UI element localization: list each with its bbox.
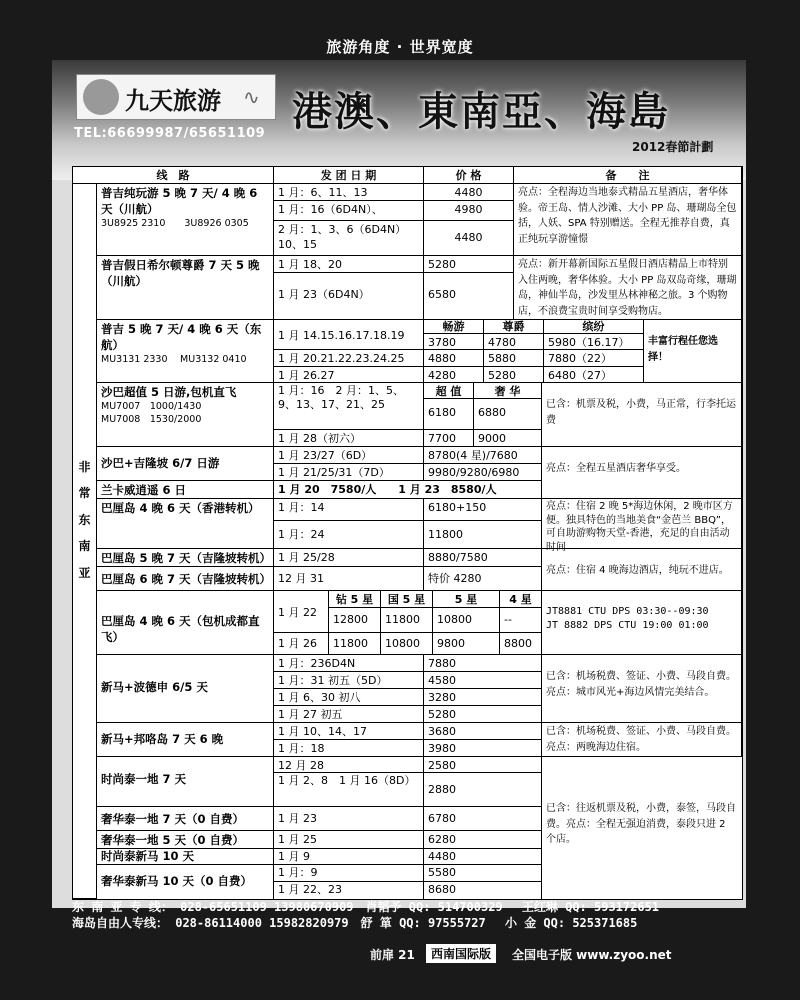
price-cell: 6180+150 <box>424 499 542 521</box>
route-bali-kl6: 巴厘岛 6 晚 7 天（吉隆坡转机） <box>97 567 274 591</box>
price-cell: 5280 <box>424 706 542 723</box>
price-cell: 7700 <box>424 430 474 447</box>
price-cell: 6580 <box>424 273 514 320</box>
route-sg-my-pd: 新马+波德申 6/5 天 <box>97 655 274 723</box>
date-cell: 1 月 2、8 1 月 16（8D） <box>274 773 424 807</box>
contact-line-sea: 东 南 亚 专 线： 028-65651109 13980670909 肖韬予 QQ: 514700329 王红琳 QQ: 593172651 <box>72 900 660 914</box>
route-thai-luxury7: 奢华泰一地 7 天（0 自费） <box>97 807 274 831</box>
price-cell: 6180 <box>424 399 474 430</box>
remark-cell: JT8881 CTU DPS 03:30--09:30 JT 8882 DPS CTU 19:00 01:00 <box>542 591 742 655</box>
remark-cell: 丰富行程任您选择！ <box>644 320 742 383</box>
price-cell: 4480 <box>424 221 514 256</box>
price-cell: 6780 <box>424 807 542 831</box>
price-cell: 12800 <box>329 608 381 633</box>
plan-label: 2012春節計劃 <box>632 140 714 154</box>
logo-tel: TEL:66699987/65651109 <box>74 126 266 141</box>
price-cell: 5280 <box>424 256 514 273</box>
logo-swirl-icon: ∿ <box>243 85 260 109</box>
price-cell: 8680 <box>424 882 542 899</box>
price-cell: 9000 <box>474 430 542 447</box>
remark-cell: 亮点：住宿 2 晚 5*海边休闲，2 晚市区方便。独具特色的当地美食“金芭兰 BBQ”，可自助游购物天堂-香港，充足的自由活动时间 <box>542 499 742 549</box>
price-cell: 5580 <box>424 865 542 882</box>
date-cell: 1 月 22、23 <box>274 882 424 899</box>
price-cell: 4980 <box>424 201 514 221</box>
route-phuket-pure: 普吉纯玩游 5 晚 7 天/ 4 晚 6 天（川航） 3U8925 2310 3U8926 0305 <box>97 184 274 256</box>
tier-label: 钻 5 星 <box>329 591 381 608</box>
tier-label: 4 星 <box>500 591 542 608</box>
date-cell: 1 月 23 <box>274 807 424 831</box>
date-cell: 1 月 21/25/31（7D） <box>274 464 424 481</box>
header-remark: 备 注 <box>514 167 742 184</box>
price-cell: 11800 <box>381 608 433 633</box>
price-cell: 4480 <box>424 849 542 865</box>
remark-cell: 已含：机场税费、签证、小费、马段自费。亮点：城市风光+海边风情完美结合。 <box>542 655 742 723</box>
price-cell: 4280 <box>424 367 484 383</box>
route-bali-charter: 巴厘岛 4 晚 6 天（包机成都直飞） <box>97 591 274 655</box>
remark-cell: 亮点：住宿 4 晚海边酒店，纯玩不进店。 <box>542 549 742 591</box>
date-cell: 1 月：16（6D4N）、 <box>274 201 424 221</box>
price-cell: 4480 <box>424 184 514 201</box>
price-cell: 10800 <box>433 608 500 633</box>
header-price: 价 格 <box>424 167 514 184</box>
date-cell: 1 月 6、30 初八 <box>274 689 424 706</box>
route-sabah: 沙巴超值 5 日游,包机直飞 MU7007 1000/1430 MU7008 1530/2000 <box>97 383 274 447</box>
date-cell: 1 月 22 <box>274 591 329 633</box>
tier-label: 畅游 <box>424 320 484 334</box>
tier-label: 国 5 星 <box>381 591 433 608</box>
date-cell: 1 月 27 初五 <box>274 706 424 723</box>
logo-globe-icon <box>83 79 119 115</box>
date-cell: 1 月 28（初六） <box>274 430 424 447</box>
contact-footer <box>72 898 746 930</box>
price-cell: 7880 <box>424 655 542 672</box>
price-cell: 6280 <box>424 831 542 849</box>
price-cell: 6880 <box>474 399 542 430</box>
tier-label: 缤纷 <box>544 320 644 334</box>
price-cell: 7880（22） <box>544 350 644 367</box>
route-sg-my-pangkor: 新马+邦咯岛 7 天 6 晚 <box>97 723 274 757</box>
top-slogan: 旅游角度 · 世界宽度 <box>326 38 474 56</box>
price-cell: 5980（16.17） <box>544 334 644 350</box>
price-cell: 6480（27） <box>544 367 644 383</box>
tier-label: 尊爵 <box>484 320 544 334</box>
route-sabah-kl: 沙巴+吉隆坡 6/7 日游 <box>97 447 274 481</box>
date-cell: 1 月：31 初五（5D） <box>274 672 424 689</box>
price-cell: 4780 <box>484 334 544 350</box>
route-thai-sg-my: 时尚泰新马 10 天 <box>97 849 274 865</box>
date-cell: 1 月 25 <box>274 831 424 849</box>
price-cell: 5280 <box>484 367 544 383</box>
price-cell: 3980 <box>424 740 542 757</box>
date-cell: 1 月：18 <box>274 740 424 757</box>
price-cell: -- <box>500 608 542 633</box>
price-table <box>72 166 743 900</box>
date-cell: 12 月 31 <box>274 567 424 591</box>
remark-cell: 已含：机票及税，小费，马正常，行李托运费 <box>542 383 742 447</box>
date-cell: 1 月 23/27（6D） <box>274 447 424 464</box>
remark-cell: 亮点：全程海边当地泰式精品五星酒店，奢华体验。帝王岛、情人沙滩、大小 PP 岛、珊瑚岛全包括，人妖、SPA 特别赠送。全程无推荐自费，真正纯玩享游憧憬 <box>514 184 742 256</box>
date-cell: 1 月 25/28 <box>274 549 424 567</box>
price-cell: 3680 <box>424 723 542 740</box>
price-cell: 8780(4 星)/7680 <box>424 447 542 464</box>
price-cell: 11800 <box>424 521 542 549</box>
price-cell: 9800 <box>433 633 500 655</box>
date-cell: 1 月 14.15.16.17.18.19 <box>274 320 424 350</box>
price-cell: 11800 <box>329 633 381 655</box>
route-langkawi: 兰卡威逍遥 6 日 <box>97 481 274 499</box>
route-thai-fashion: 时尚泰一地 7 天 <box>97 757 274 807</box>
ad-panel <box>52 60 746 930</box>
logo-name: 九天旅游 <box>125 87 221 115</box>
route-bali-kl5: 巴厘岛 5 晚 7 天（吉隆坡转机） <box>97 549 274 567</box>
route-phuket-hilton: 普吉假日希尔顿尊爵 7 天 5 晚（川航） <box>97 256 274 320</box>
route-bali-hk: 巴厘岛 4 晚 6 天（香港转机） <box>97 499 274 549</box>
remark-cell: 亮点：新开幕新国际五星假日酒店精品上市特别入住两晚，奢华体验。大小 PP 岛双岛奇缘，珊瑚岛，神仙半岛，沙发里丛林神秘之旅。3 个购物店，不浪费宝贵时间享受购物店。 <box>514 256 742 320</box>
date-cell: 1 月：236D4N <box>274 655 424 672</box>
header-route: 线 路 <box>73 167 274 184</box>
date-cell: 1 月：14 <box>274 499 424 521</box>
date-cell: 1 月 26 <box>274 633 329 655</box>
remark-cell: 亮点：全程五星酒店奢华享受。 <box>542 447 742 499</box>
date-cell: 1 月 23（6D4N） <box>274 273 424 320</box>
date-price-cell: 1 月 20 7580/人 1 月 23 8580/人 <box>274 481 542 499</box>
price-cell: 10800 <box>381 633 433 655</box>
edition-label: 西南国际版 <box>426 944 496 963</box>
header-date: 发 团 日 期 <box>274 167 424 184</box>
date-cell: 12 月 28 <box>274 757 424 773</box>
date-cell: 1 月：24 <box>274 521 424 549</box>
remark-cell: 已含：机场税费、签证、小费、马段自费。亮点：两晚海边住宿。 <box>542 723 742 757</box>
tier-label: 5 星 <box>433 591 500 608</box>
price-cell: 3280 <box>424 689 542 706</box>
date-cell: 1 月：16 2 月：1、5、9、13、17、21、25 <box>274 383 424 430</box>
tier-label: 奢 华 <box>474 383 542 399</box>
price-cell: 4880 <box>424 350 484 367</box>
route-phuket-eastern: 普吉 5 晚 7 天/ 4 晚 6 天（东航） MU3131 2330 MU3132 0410 <box>97 320 274 383</box>
date-cell: 1 月 9 <box>274 849 424 865</box>
logo <box>76 74 276 120</box>
date-cell: 2 月：1、3、6（6D4N）10、15 <box>274 221 424 256</box>
route-thai-sg-my-luxury: 奢华泰新马 10 天（0 自费） <box>97 865 274 899</box>
site-label: 全国电子版 www.zyoo.net <box>512 948 672 962</box>
price-cell: 特价 4280 <box>424 567 542 591</box>
contact-line-island: 海岛自由人专线： 028-86114000 15982820979 舒 箪 QQ: 97555727 小 金 QQ: 525371685 <box>72 916 638 930</box>
date-cell: 1 月 26.27 <box>274 367 424 383</box>
price-cell: 9980/9280/6980 <box>424 464 542 481</box>
price-cell: 3780 <box>424 334 484 350</box>
price-cell: 8880/7580 <box>424 549 542 567</box>
route-thai-luxury5: 奢华泰一地 5 天（0 自费） <box>97 831 274 849</box>
date-cell: 1 月：9 <box>274 865 424 882</box>
price-cell: 2580 <box>424 757 542 773</box>
price-cell: 2880 <box>424 773 542 807</box>
date-cell: 1 月 10、14、17 <box>274 723 424 740</box>
date-cell: 1 月 18、20 <box>274 256 424 273</box>
remark-cell-thailand: 已含：往返机票及税，小费，泰签，马段自费。亮点：全程无强迫消费，泰段只进 2 个店。 <box>546 803 736 845</box>
date-cell: 1 月 20.21.22.23.24.25 <box>274 350 424 367</box>
price-cell: 5880 <box>484 350 544 367</box>
page-number: 前扉 21 <box>370 948 415 962</box>
side-label: 非常东南亚 <box>73 184 97 899</box>
date-cell: 1 月：6、11、13 <box>274 184 424 201</box>
price-cell: 8800 <box>500 633 542 655</box>
headline: 港澳、東南亞、海島 <box>292 88 670 135</box>
price-cell: 4580 <box>424 672 542 689</box>
tier-label: 超 值 <box>424 383 474 399</box>
